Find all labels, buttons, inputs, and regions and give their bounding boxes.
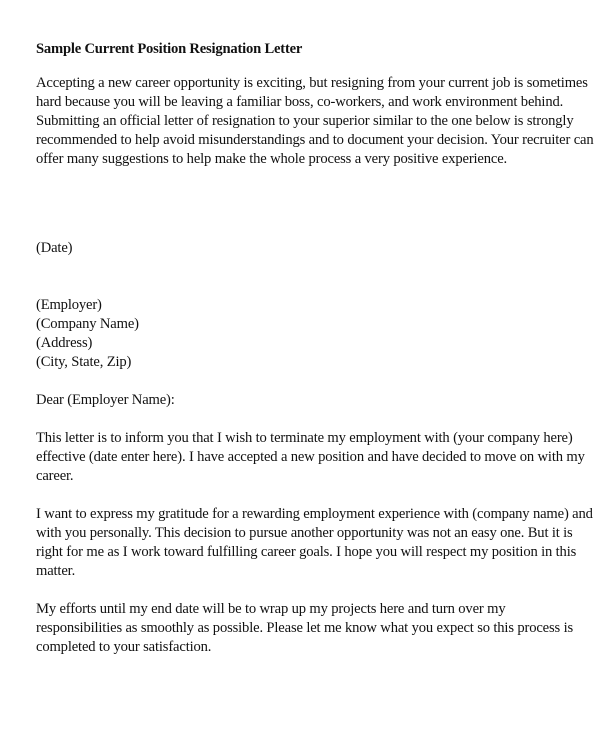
document-title: Sample Current Position Resignation Letter	[36, 41, 303, 57]
intro-line: offer many suggestions to help make the whole process a very positive experience.	[36, 151, 508, 167]
body-line: with you personally. This decision to pursue another opportunity was not an easy one. But it is	[36, 525, 573, 541]
body-line: responsibilities as smoothly as possible. Please let me know what you expect so this process is	[36, 620, 573, 636]
date-placeholder	[36, 239, 584, 258]
body-line: completed to your satisfaction.	[36, 639, 212, 655]
address-line: (City, State, Zip)	[36, 354, 132, 370]
date-line: (Date)	[36, 240, 73, 256]
address-block	[36, 296, 584, 372]
body-line: career.	[36, 468, 74, 484]
body-line: This letter is to inform you that I wish to terminate my employment with (your company here)	[36, 430, 573, 446]
intro-line: Submitting an official letter of resignation to your superior similar to the one below is strongly	[36, 113, 574, 129]
address-line: (Address)	[36, 335, 93, 351]
intro-line: recommended to help avoid misunderstandings and to document your decision. Your recruiter can	[36, 132, 594, 148]
address-line: (Employer)	[36, 297, 102, 313]
intro-line: Accepting a new career opportunity is exciting, but resigning from your current job is sometimes	[36, 75, 588, 91]
body-paragraph-2	[36, 505, 593, 581]
salutation-line: Dear (Employer Name):	[36, 392, 175, 408]
body-paragraph-1	[36, 429, 584, 486]
body-paragraph-3	[36, 600, 584, 657]
address-line: (Company Name)	[36, 316, 139, 332]
intro-line: hard because you will be leaving a familiar boss, co-workers, and work environment behind.	[36, 94, 564, 110]
body-line: effective (date enter here). I have accepted a new position and have decided to move on with my	[36, 449, 585, 465]
intro-paragraph	[36, 74, 594, 169]
salutation	[36, 391, 584, 410]
body-line: My efforts until my end date will be to wrap up my projects here and turn over my	[36, 601, 506, 617]
letter-page	[36, 40, 594, 676]
body-line: I want to express my gratitude for a rewarding employment experience with (company name) and	[36, 506, 593, 522]
body-line: right for me as I work toward fulfilling career goals. I hope you will respect my position in this	[36, 544, 577, 560]
body-line: matter.	[36, 563, 76, 579]
